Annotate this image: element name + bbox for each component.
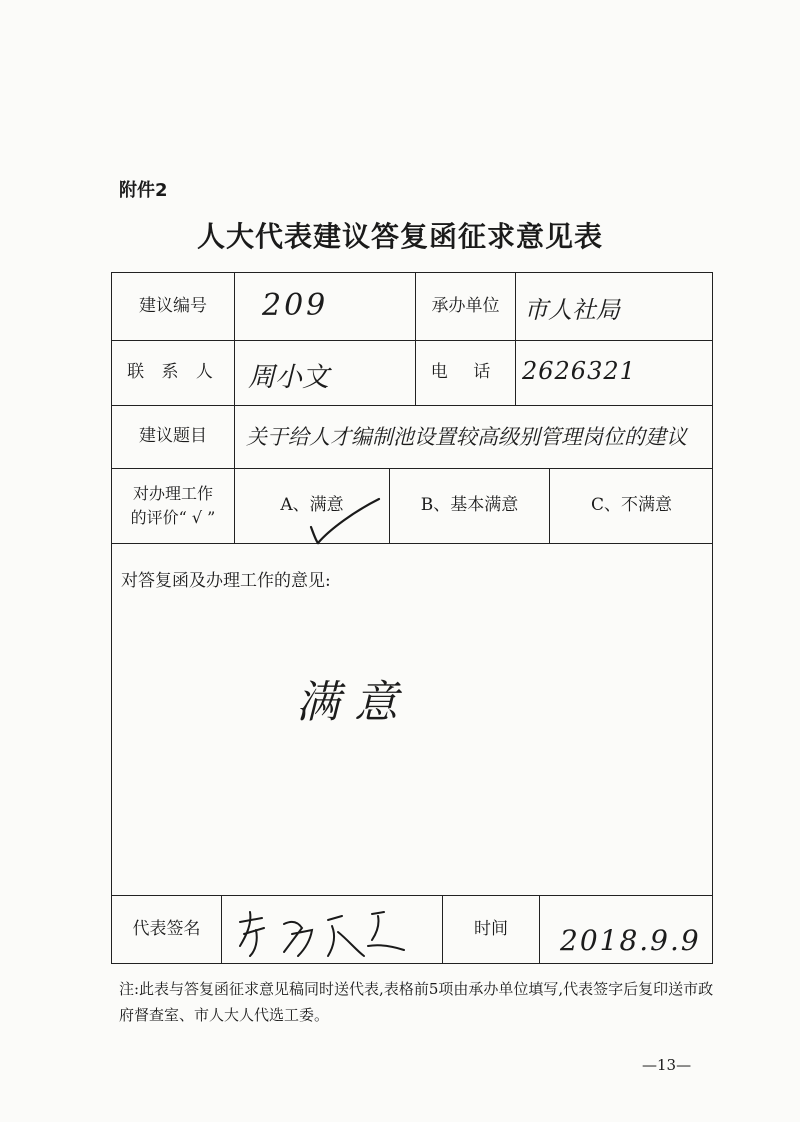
- phone-label: 电 话: [430, 362, 501, 383]
- footnote: 注:此表与答复函征求意见稿同时送代表,表格前5项由承办单位填写,代表签字后复印送市政府督查室、市人大人代选工委。: [119, 980, 714, 1024]
- evaluation-label: [112, 469, 234, 543]
- handwritten-signature: [232, 906, 412, 962]
- time-label: 时间: [474, 919, 508, 940]
- signature-label: 代表签名: [132, 919, 201, 940]
- page-number: —13—: [642, 1056, 692, 1074]
- contact-value: 周小文: [248, 362, 329, 393]
- checkmark-icon: [305, 495, 385, 547]
- option-c-unsatisfied[interactable]: C、不满意: [590, 495, 672, 516]
- option-a-satisfied[interactable]: A、满意: [280, 495, 344, 516]
- evaluation-label-line2: 的评价“ √ ”: [130, 508, 216, 527]
- time-value: 2018.9.9: [560, 924, 701, 957]
- suggestion-no-value: 209: [262, 288, 329, 323]
- opinion-label: 对答复函及办理工作的意见:: [121, 571, 331, 591]
- contact-label: 联 系 人: [127, 362, 219, 383]
- option-b-basically-satisfied[interactable]: B、基本满意: [420, 495, 519, 516]
- handling-unit-value: 市人社局: [524, 296, 620, 324]
- suggestion-no-label: 建议编号: [139, 295, 207, 316]
- topic-value: 关于给人才编制池设置较高级别管理岗位的建议: [246, 425, 687, 449]
- row-divider: [111, 543, 713, 544]
- form-title: 人大代表建议答复函征求意见表: [196, 220, 603, 253]
- col-divider: [515, 272, 516, 405]
- col-divider: [221, 895, 222, 964]
- attachment-label: 附件2: [119, 180, 168, 201]
- col-divider: [539, 895, 540, 964]
- handling-unit-label: 承办单位: [431, 295, 500, 316]
- phone-value: 2626321: [522, 357, 636, 385]
- topic-label: 建议题目: [139, 426, 207, 447]
- opinion-value: 满意: [296, 677, 412, 728]
- evaluation-label-line1: 对办理工作: [132, 484, 213, 503]
